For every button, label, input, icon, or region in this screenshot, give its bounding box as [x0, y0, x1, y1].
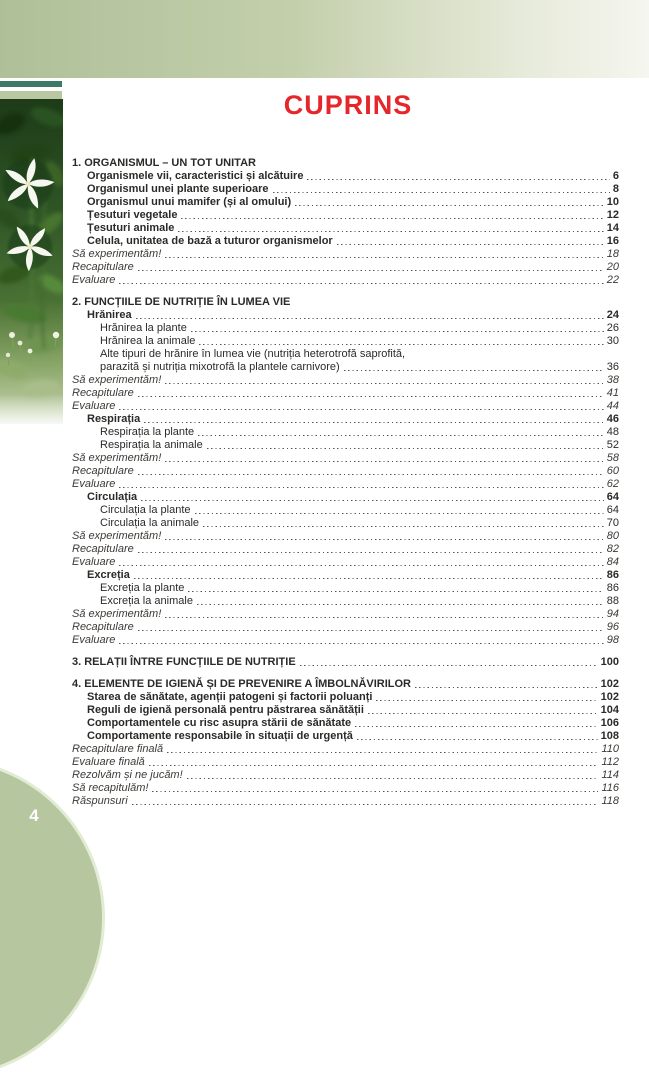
toc-entry [72, 769, 619, 782]
toc-entry-page: 102 [600, 691, 619, 703]
dot-leader [181, 218, 603, 220]
toc-entry [72, 439, 619, 452]
dot-leader [119, 409, 603, 411]
toc-entry [72, 387, 619, 400]
toc-entry-label: Excreția la animale [100, 595, 193, 607]
toc-entry-page: 14 [606, 222, 619, 234]
toc-entry-page: 58 [606, 452, 619, 464]
toc-section-heading-label: 1. ORGANISMUL – UN TOT UNITAR [72, 157, 256, 169]
toc-entry [72, 452, 619, 465]
toc-entry [72, 491, 619, 504]
dot-leader [344, 370, 604, 372]
toc-entry-label: Răspunsuri [72, 795, 128, 807]
toc-entry-page: 86 [606, 569, 619, 581]
toc-entry [72, 222, 619, 235]
toc-section-heading-page: 102 [600, 678, 619, 690]
toc-entry-label: Excreția la plante [100, 582, 185, 594]
dot-leader [337, 244, 604, 246]
dot-leader [188, 591, 603, 593]
dot-leader [165, 257, 603, 259]
toc-entry-page: 18 [606, 248, 619, 260]
toc-entry [72, 517, 619, 530]
toc-entry-page: 41 [606, 387, 619, 399]
dot-leader [191, 331, 604, 333]
dot-leader [136, 318, 604, 320]
toc-entry [72, 595, 619, 608]
toc-entry [72, 504, 619, 517]
toc-entry [72, 543, 619, 556]
dot-leader [152, 791, 598, 793]
toc-entry-label: Hrănirea la animale [100, 335, 196, 347]
toc-entry [72, 704, 619, 717]
toc-entry-label: Să experimentăm! [72, 530, 162, 542]
toc-entry-label: Hrănirea la plante [100, 322, 187, 334]
toc-entry [72, 374, 619, 387]
flower-photo [0, 99, 63, 424]
toc-entry-page: 82 [606, 543, 619, 555]
toc-entry-label: Să experimentăm! [72, 452, 162, 464]
toc-entry-label: Circulația [87, 491, 138, 503]
toc-entry-label: Circulația la animale [100, 517, 200, 529]
toc-entry-page: 60 [606, 465, 619, 477]
dot-leader [141, 500, 604, 502]
toc-entry [72, 743, 619, 756]
toc-entry-label: Recapitulare [72, 543, 134, 555]
toc-entry [72, 478, 619, 491]
dot-leader [355, 726, 598, 728]
toc-entry-label: parazită și nutriția mixotrofă la plantele carnivore) [100, 361, 340, 373]
toc-entry-page: 52 [606, 439, 619, 451]
toc-entry [72, 261, 619, 274]
toc-entry-page: 106 [600, 717, 619, 729]
toc-entry-label: Evaluare [72, 556, 116, 568]
toc-entry-label: Starea de sănătate, agenții patogeni și factorii poluanți [87, 691, 373, 703]
toc-entry-label: Evaluare [72, 478, 116, 490]
dot-leader [187, 778, 599, 780]
toc-entry-page: 98 [606, 634, 619, 646]
toc-entry-label: Evaluare [72, 274, 116, 286]
toc-entry-page: 70 [606, 517, 619, 529]
toc-entry-label: Circulația la plante [100, 504, 191, 516]
dot-leader [138, 396, 604, 398]
dot-leader [273, 192, 610, 194]
toc-section-heading-label: 4. ELEMENTE DE IGIENĂ ȘI DE PREVENIRE A ÎMBOLNĂVIRILOR [72, 678, 412, 690]
toc-entry-page: 62 [606, 478, 619, 490]
dot-leader [138, 552, 604, 554]
toc-entry-page: 22 [606, 274, 619, 286]
dot-leader [119, 643, 603, 645]
toc-section-heading [72, 157, 619, 170]
toc-entry [72, 730, 619, 743]
dot-leader [149, 765, 599, 767]
teal-accent-bar [0, 81, 62, 87]
toc-entry-page: 10 [606, 196, 619, 208]
toc-entry [72, 361, 619, 374]
toc-entry-label: Celula, unitatea de bază a tuturor organismelor [87, 235, 333, 247]
toc-entry-page: 108 [600, 730, 619, 742]
toc-entry-label: Să recapitulăm! [72, 782, 149, 794]
toc-entry-label: Reguli de igienă personală pentru păstrarea sănătății [87, 704, 364, 716]
toc-entry [72, 248, 619, 261]
toc-entry-page: 96 [606, 621, 619, 633]
toc-entry-label: Respirația la plante [100, 426, 195, 438]
toc-entry-label: Excreția [87, 569, 130, 581]
toc-entry [72, 782, 619, 795]
dot-leader [144, 422, 604, 424]
dot-leader [376, 700, 597, 702]
toc-entry-page: 88 [606, 595, 619, 607]
toc-entry-label: Hrănirea [87, 309, 132, 321]
toc-entry [72, 795, 619, 808]
toc-entry-page: 46 [606, 413, 619, 425]
toc-entry-page: 12 [606, 209, 619, 221]
toc-entry-label: Recapitulare finală [72, 743, 164, 755]
toc-entry-label: Să experimentăm! [72, 608, 162, 620]
toc-entry-label: Țesuturi vegetale [87, 209, 178, 221]
toc-entry [72, 608, 619, 621]
toc-entry [72, 569, 619, 582]
toc-entry-page: 112 [601, 756, 619, 768]
toc-section-heading [72, 656, 619, 669]
dot-leader [165, 383, 603, 385]
dot-leader [415, 687, 598, 689]
toc-section-heading-page: 100 [600, 656, 619, 668]
toc-entry-label: Recapitulare [72, 387, 134, 399]
toc-entry-page: 30 [606, 335, 619, 347]
dot-leader [203, 526, 604, 528]
toc-entry-label: Comportamentele cu risc asupra stării de sănătate [87, 717, 352, 729]
jasmine-flowers-illustration [0, 99, 63, 424]
toc-entry [72, 170, 619, 183]
dot-leader [197, 604, 604, 606]
toc-entry-label: Evaluare [72, 400, 116, 412]
toc-entry [72, 556, 619, 569]
dot-leader [138, 630, 604, 632]
dot-leader [138, 474, 604, 476]
toc-entry-page: 48 [606, 426, 619, 438]
toc-entry-page: 118 [601, 795, 619, 807]
dot-leader [119, 283, 603, 285]
dot-leader [178, 231, 603, 233]
toc-entry-label: Recapitulare [72, 261, 134, 273]
toc-entry-page: 38 [606, 374, 619, 386]
toc-entry [72, 530, 619, 543]
toc-entry-page: 110 [601, 743, 619, 755]
toc-entry [72, 717, 619, 730]
toc-entry-label: Respirația [87, 413, 141, 425]
toc-entry-page: 86 [606, 582, 619, 594]
toc-entry-label: Să experimentăm! [72, 374, 162, 386]
toc-entry-page: 26 [606, 322, 619, 334]
header-gradient-band [0, 0, 649, 78]
toc-entry-label: Recapitulare [72, 465, 134, 477]
toc-entry [72, 196, 619, 209]
toc-entry-page: 104 [600, 704, 619, 716]
toc-entry-page: 114 [601, 769, 619, 781]
dot-leader [165, 461, 603, 463]
toc-entry [72, 621, 619, 634]
toc-entry-label: Organismul unui mamifer (și al omului) [87, 196, 292, 208]
page-number: 4 [29, 806, 39, 825]
toc-entry-label: Rezolvăm și ne jucăm! [72, 769, 183, 781]
dot-leader [119, 565, 603, 567]
toc-section-heading [72, 296, 619, 309]
toc-entry-page: 94 [606, 608, 619, 620]
dot-leader [119, 487, 603, 489]
dot-leader [165, 539, 603, 541]
toc-entry [72, 691, 619, 704]
table-of-contents [72, 148, 619, 808]
toc-entry-label: Alte tipuri de hrănire în lumea vie (nutriția heterotrofă saprofită, [100, 348, 406, 360]
dot-leader [199, 344, 603, 346]
toc-entry [72, 400, 619, 413]
dot-leader [167, 752, 598, 754]
toc-entry [72, 756, 619, 769]
toc-entry-page: 36 [606, 361, 619, 373]
dot-leader [165, 617, 603, 619]
toc-entry-page: 80 [606, 530, 619, 542]
page-title: CUPRINS [283, 90, 413, 120]
toc-entry [72, 322, 619, 335]
toc-entry-page: 24 [606, 309, 619, 321]
toc-entry-page: 84 [606, 556, 619, 568]
toc-entry-label: Recapitulare [72, 621, 134, 633]
toc-entry-label: Evaluare finală [72, 756, 145, 768]
dot-leader [198, 435, 604, 437]
dot-leader [195, 513, 604, 515]
toc-entry [72, 209, 619, 222]
toc-entry-page: 8 [612, 183, 619, 195]
toc-entry [72, 413, 619, 426]
toc-entry [72, 274, 619, 287]
toc-entry [72, 235, 619, 248]
toc-entry-page: 44 [606, 400, 619, 412]
toc-entry-page: 6 [612, 170, 619, 182]
toc-entry-label: Respirația la animale [100, 439, 203, 451]
toc-entry-page: 116 [601, 782, 619, 794]
dot-leader [300, 665, 598, 667]
toc-entry-label: Organismul unei plante superioare [87, 183, 269, 195]
sage-accent-strip [0, 91, 62, 99]
toc-entry-label: Țesuturi animale [87, 222, 175, 234]
toc-section-heading-label: 3. RELAȚII ÎNTRE FUNCȚIILE DE NUTRIȚIE [72, 656, 296, 668]
toc-entry [72, 335, 619, 348]
toc-entry-label: Să experimentăm! [72, 248, 162, 260]
toc-entry-page: 20 [606, 261, 619, 273]
toc-entry-page: 64 [606, 491, 619, 503]
dot-leader [138, 270, 604, 272]
toc-entry [72, 465, 619, 478]
toc-entry [72, 634, 619, 647]
toc-entry [72, 426, 619, 439]
toc-entry [72, 582, 619, 595]
dot-leader [307, 179, 609, 181]
toc-entry-page: 64 [606, 504, 619, 516]
toc-entry-page: 16 [606, 235, 619, 247]
dot-leader [368, 713, 598, 715]
toc-entry-label: Comportamente responsabile în situații de urgență [87, 730, 353, 742]
dot-leader [134, 578, 604, 580]
toc-entry [72, 183, 619, 196]
dot-leader [295, 205, 604, 207]
dot-leader [132, 804, 599, 806]
dot-leader [207, 448, 604, 450]
toc-entry-label: Organismele vii, caracteristici și alcătuire [87, 170, 304, 182]
toc-entry [72, 309, 619, 322]
toc-section-heading [72, 678, 619, 691]
dot-leader [357, 739, 598, 741]
toc-section-heading-label: 2. FUNCȚIILE DE NUTRIȚIE ÎN LUMEA VIE [72, 296, 291, 308]
toc-entry [72, 348, 619, 361]
toc-entry-label: Evaluare [72, 634, 116, 646]
